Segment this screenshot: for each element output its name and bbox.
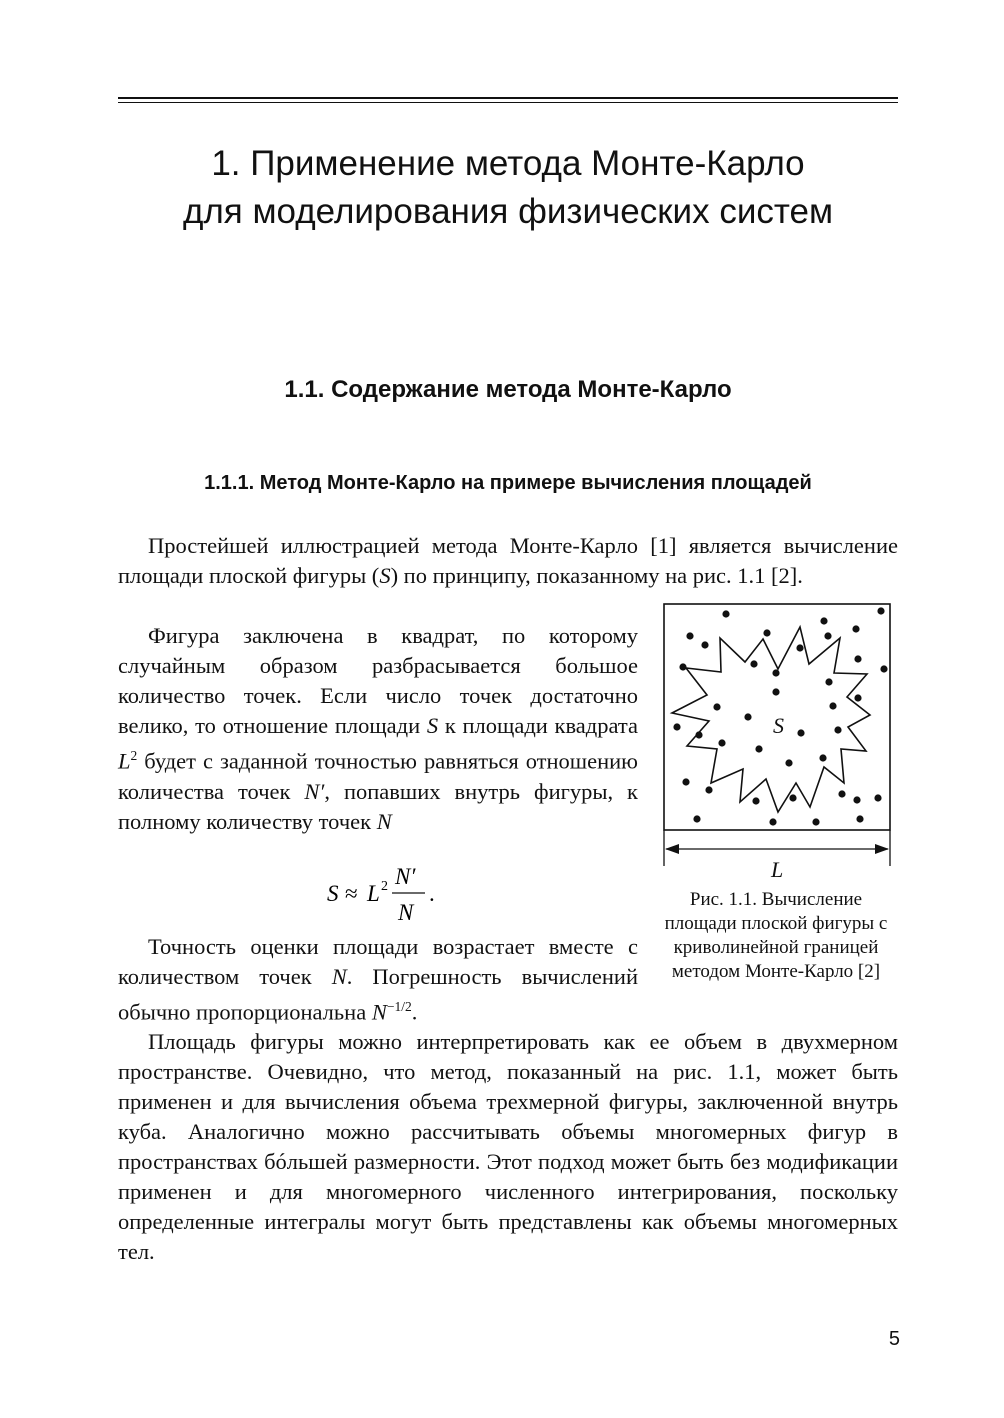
var-n: N xyxy=(376,808,392,834)
random-point xyxy=(772,669,779,676)
formula-l: L xyxy=(367,881,380,906)
var-s: S xyxy=(426,713,439,738)
random-point xyxy=(856,815,863,822)
random-point xyxy=(695,731,702,738)
random-point xyxy=(829,702,836,709)
random-point xyxy=(789,794,796,801)
dimension-arrow-left xyxy=(665,844,679,854)
header-rule-thin xyxy=(118,102,898,103)
section-title: 1.1. Содержание метода Монте-Карло xyxy=(284,376,732,403)
exponent: 2 xyxy=(130,748,138,763)
random-point xyxy=(853,796,860,803)
paragraph-method-text-b: к площади квадрата xyxy=(438,713,638,738)
formula-exponent: 2 xyxy=(381,879,388,894)
var-s: S xyxy=(379,563,391,588)
random-point xyxy=(769,818,776,825)
var-n-prime: N′ xyxy=(304,778,325,804)
figure-dimension-label: L xyxy=(771,857,784,880)
random-point xyxy=(713,703,720,710)
random-point xyxy=(705,786,712,793)
formula-area xyxy=(325,862,525,932)
random-point xyxy=(701,641,708,648)
random-point xyxy=(763,629,770,636)
random-point xyxy=(819,754,826,761)
subsection-title: 1.1.1. Метод Монте-Карло на примере вычисления площадей xyxy=(204,472,812,494)
formula-lhs: S xyxy=(327,881,339,906)
random-point xyxy=(686,632,693,639)
page-number: 5 xyxy=(888,1328,900,1350)
paragraph-method-text-a: Фигура заключена в квадрат, по которому случайным образом разбрасывается большое количество точек. Если число точек достаточно велико, то отношение площади xyxy=(118,623,638,738)
paragraph-method-text-c: будет с заданной точностью равняться отношению количества точек xyxy=(118,748,638,804)
monte-carlo-figure xyxy=(660,600,892,880)
paragraph-accuracy-text-c: . xyxy=(411,999,418,1025)
paragraph-volume: Площадь фигуры можно интерпретировать как ее объем в двухмерном пространстве. Очевидно, что метод, показанный на рис. 1.1, может быть применен и для вычисления объема трехмерной фигуры, заключенной внутрь куба. Аналогично можно рассчитывать объемы многомерных фигур в пространствах бóльшей размерности. Этот подход может быть без модификации применен и для многомерного численного интегрирования, поскольку определенные интегралы могут быть представлены как объемы многомерных тел. xyxy=(118,1029,898,1264)
random-point xyxy=(693,815,700,822)
var-n: N xyxy=(331,964,347,989)
header-rule-thick xyxy=(118,97,898,99)
random-point xyxy=(874,794,881,801)
random-point xyxy=(834,726,841,733)
chapter-title-line1: 1. Применение метода Монте-Карло xyxy=(211,144,805,183)
random-point xyxy=(682,778,689,785)
formula-denominator: N xyxy=(398,900,414,925)
random-point xyxy=(744,713,751,720)
paragraph-accuracy xyxy=(118,932,638,1028)
random-point xyxy=(880,665,887,672)
random-point xyxy=(722,610,729,617)
paragraph-accuracy-text-b: . Погрешность вычислений обычно пропорциональна xyxy=(118,964,638,1025)
paragraph-intro-end: ) по принципу, показанному на рис. 1.1 [2]. xyxy=(390,563,803,588)
formula-approx: ≈ xyxy=(345,881,358,906)
random-point xyxy=(854,655,861,662)
random-point xyxy=(673,723,680,730)
dimension-arrow-right xyxy=(875,844,889,854)
random-point xyxy=(679,663,686,670)
random-point xyxy=(797,729,804,736)
paragraph-method-text-d: , попавших внутрь фигуры, к полному количеству точек xyxy=(118,778,638,834)
figure-star-shape xyxy=(672,627,870,812)
formula-numerator: N′ xyxy=(395,864,416,889)
random-point xyxy=(824,632,831,639)
random-point xyxy=(820,617,827,624)
random-point xyxy=(825,678,832,685)
exponent: −1/2 xyxy=(386,999,412,1014)
paragraph-accuracy-text-a: Точность оценки площади возрастает вместе с количеством точек xyxy=(118,934,638,989)
random-point xyxy=(877,607,884,614)
random-point xyxy=(812,818,819,825)
paragraph-intro-text: Простейшей иллюстрацией метода Монте-Карло [1] является вычисление площади плоской фигуры ( xyxy=(118,533,898,588)
var-l: L xyxy=(118,748,131,774)
chapter-title xyxy=(118,140,898,236)
random-point xyxy=(750,660,757,667)
random-point xyxy=(752,797,759,804)
random-point xyxy=(718,739,725,746)
random-point xyxy=(838,790,845,797)
figure-region-label: S xyxy=(773,713,784,738)
random-point xyxy=(854,694,861,701)
random-point xyxy=(755,745,762,752)
figure-caption: Рис. 1.1. Вычисление площади плоской фигуры с криволинейной границей методом Монте-Карло [2] xyxy=(664,889,888,982)
random-point xyxy=(785,759,792,766)
random-point xyxy=(852,625,859,632)
formula-period: . xyxy=(429,881,435,906)
paragraph-intro xyxy=(118,531,898,591)
paragraph-method xyxy=(118,621,638,837)
random-point xyxy=(772,688,779,695)
var-n: N xyxy=(371,999,387,1025)
random-point xyxy=(796,644,803,651)
chapter-title-line2: для моделирования физических систем xyxy=(182,192,834,231)
